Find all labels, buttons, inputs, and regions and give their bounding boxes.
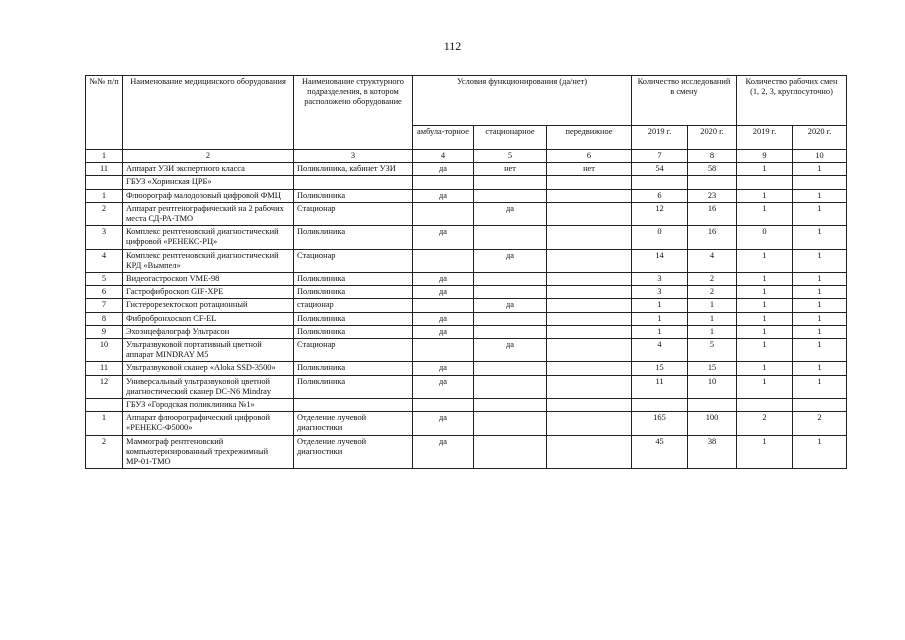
equipment-name: Комплекс рентгеновский диагностический цифровой «РЕНЕКС-РЦ»	[123, 226, 294, 249]
table-row	[86, 202, 847, 225]
equipment-name: Гистерорезектоскоп ротационный	[123, 299, 294, 312]
header-num: №№ п/п	[86, 76, 123, 150]
equipment-name: Видеогастроскоп VME-98	[123, 273, 294, 286]
studies-2020: 1	[688, 312, 737, 325]
studies-2019: 1	[632, 312, 688, 325]
unit-name: Поликлиника, кабинет УЗИ	[294, 163, 413, 176]
row-number: 11	[86, 163, 123, 176]
unit-name: Стационар	[294, 339, 413, 362]
equipment-name: Гастрофиброскоп GIF-XPE	[123, 286, 294, 299]
table-row	[86, 375, 847, 398]
equipment-name: Маммограф рентгеновский компьютеризированный трехрежимный МР-01-ТМО	[123, 435, 294, 469]
column-number: 3	[294, 150, 413, 163]
studies-2019: 1	[632, 325, 688, 338]
table-row	[86, 226, 847, 249]
equipment-name: Флюорограф малодозовый цифровой ФМЦ	[123, 189, 294, 202]
shifts-2019: 0	[737, 226, 793, 249]
studies-2020: 100	[688, 412, 737, 435]
cond-ambulatory: да	[413, 375, 474, 398]
shifts-2020: 1	[793, 163, 847, 176]
cond-ambulatory	[413, 299, 474, 312]
section-title: ГБУЗ «Хоринская ЦРБ»	[123, 176, 294, 189]
unit-name: Поликлиника	[294, 226, 413, 249]
column-number: 10	[793, 150, 847, 163]
studies-2020: 5	[688, 339, 737, 362]
header-cond-amb: амбула-торное	[413, 126, 474, 150]
studies-2020: 1	[688, 299, 737, 312]
table-row	[86, 312, 847, 325]
cond-stationary	[474, 375, 547, 398]
unit-name: Отделение лучевой диагностики	[294, 412, 413, 435]
header-cond-mob: передвижное	[547, 126, 632, 150]
studies-2020: 1	[688, 325, 737, 338]
cond-mobile	[547, 249, 632, 272]
cond-mobile	[547, 226, 632, 249]
studies-2020: 2	[688, 273, 737, 286]
studies-2019: 3	[632, 286, 688, 299]
header-shifts-2019: 2019 г.	[737, 126, 793, 150]
shifts-2019: 1	[737, 435, 793, 469]
empty-cell	[474, 176, 547, 189]
shifts-2019: 1	[737, 362, 793, 375]
cond-ambulatory	[413, 249, 474, 272]
shifts-2020: 1	[793, 435, 847, 469]
table-row	[86, 273, 847, 286]
table-row	[86, 163, 847, 176]
cond-stationary	[474, 226, 547, 249]
shifts-2020: 1	[793, 189, 847, 202]
empty-cell	[86, 176, 123, 189]
column-number: 2	[123, 150, 294, 163]
row-number: 9	[86, 325, 123, 338]
cond-stationary: нет	[474, 163, 547, 176]
equipment-name: Фибробронхоскоп CF-EL	[123, 312, 294, 325]
cond-mobile	[547, 325, 632, 338]
header-studies-2019: 2019 г.	[632, 126, 688, 150]
shifts-2019: 1	[737, 312, 793, 325]
row-number: 10	[86, 339, 123, 362]
row-number: 4	[86, 249, 123, 272]
shifts-2019: 1	[737, 189, 793, 202]
equipment-name: Ультразвуковой сканер «Aloka SSD-3500»	[123, 362, 294, 375]
cond-mobile	[547, 362, 632, 375]
cond-ambulatory: да	[413, 273, 474, 286]
empty-cell	[737, 399, 793, 412]
studies-2019: 54	[632, 163, 688, 176]
cond-ambulatory: да	[413, 226, 474, 249]
empty-cell	[86, 399, 123, 412]
equipment-name: Эхоэнцефалограф Ультрасон	[123, 325, 294, 338]
shifts-2019: 1	[737, 202, 793, 225]
equipment-name: Универсальный ультразвуковой цветной диагностический сканер DC-N6 Mindray	[123, 375, 294, 398]
cond-mobile	[547, 435, 632, 469]
cond-stationary	[474, 189, 547, 202]
row-number: 2	[86, 202, 123, 225]
cond-stationary	[474, 325, 547, 338]
shifts-2020: 1	[793, 202, 847, 225]
cond-mobile	[547, 312, 632, 325]
empty-cell	[413, 399, 474, 412]
shifts-2019: 2	[737, 412, 793, 435]
unit-name: Поликлиника	[294, 273, 413, 286]
cond-ambulatory: да	[413, 189, 474, 202]
unit-name: Стационар	[294, 202, 413, 225]
studies-2020: 58	[688, 163, 737, 176]
studies-2020: 23	[688, 189, 737, 202]
table-row	[86, 286, 847, 299]
section-title: ГБУЗ «Городская поликлиника №1»	[123, 399, 294, 412]
studies-2019: 165	[632, 412, 688, 435]
studies-2019: 4	[632, 339, 688, 362]
studies-2019: 11	[632, 375, 688, 398]
table-row	[86, 299, 847, 312]
shifts-2019: 1	[737, 325, 793, 338]
studies-2020: 38	[688, 435, 737, 469]
unit-name: Поликлиника	[294, 312, 413, 325]
header-cond-stat: стационарное	[474, 126, 547, 150]
table-row	[86, 189, 847, 202]
studies-2019: 3	[632, 273, 688, 286]
cond-ambulatory: да	[413, 412, 474, 435]
studies-2020: 16	[688, 226, 737, 249]
unit-name: Поликлиника	[294, 325, 413, 338]
equipment-table	[85, 75, 847, 469]
shifts-2019: 1	[737, 375, 793, 398]
page-number: 112	[443, 39, 462, 53]
shifts-2020: 1	[793, 299, 847, 312]
shifts-2019: 1	[737, 163, 793, 176]
unit-name: стационар	[294, 299, 413, 312]
row-number: 1	[86, 412, 123, 435]
studies-2020: 2	[688, 286, 737, 299]
unit-name: Поликлиника	[294, 375, 413, 398]
empty-cell	[737, 176, 793, 189]
empty-cell	[294, 176, 413, 189]
row-number: 6	[86, 286, 123, 299]
shifts-2019: 1	[737, 286, 793, 299]
row-number: 1	[86, 189, 123, 202]
unit-name: Отделение лучевой диагностики	[294, 435, 413, 469]
studies-2020: 4	[688, 249, 737, 272]
section-row	[86, 399, 847, 412]
equipment-name: Ультразвуковой портативный цветной аппарат MINDRAY M5	[123, 339, 294, 362]
empty-cell	[793, 176, 847, 189]
cond-stationary: да	[474, 339, 547, 362]
cond-stationary: да	[474, 249, 547, 272]
row-number: 2	[86, 435, 123, 469]
cond-mobile	[547, 286, 632, 299]
cond-mobile	[547, 299, 632, 312]
table-row	[86, 412, 847, 435]
column-number: 7	[632, 150, 688, 163]
header-conditions: Условия функционирования (да/нет)	[413, 76, 632, 126]
header-studies-2020: 2020 г.	[688, 126, 737, 150]
equipment-name: Аппарат УЗИ экспертного класса	[123, 163, 294, 176]
cond-ambulatory: да	[413, 286, 474, 299]
cond-ambulatory: да	[413, 435, 474, 469]
empty-cell	[632, 399, 688, 412]
empty-cell	[413, 176, 474, 189]
studies-2019: 14	[632, 249, 688, 272]
row-number: 5	[86, 273, 123, 286]
header-unit: Наименование структурного подразделения, в котором расположено оборудование	[294, 76, 413, 150]
cond-ambulatory: да	[413, 325, 474, 338]
table-row	[86, 249, 847, 272]
cond-mobile	[547, 273, 632, 286]
studies-2019: 12	[632, 202, 688, 225]
shifts-2019: 1	[737, 299, 793, 312]
column-number: 8	[688, 150, 737, 163]
studies-2020: 15	[688, 362, 737, 375]
cond-ambulatory: да	[413, 163, 474, 176]
empty-cell	[294, 399, 413, 412]
empty-cell	[688, 399, 737, 412]
studies-2019: 45	[632, 435, 688, 469]
shifts-2019: 1	[737, 273, 793, 286]
empty-cell	[688, 176, 737, 189]
cond-stationary	[474, 273, 547, 286]
header-row	[86, 76, 847, 126]
row-number: 7	[86, 299, 123, 312]
cond-stationary	[474, 362, 547, 375]
shifts-2020: 1	[793, 362, 847, 375]
unit-name: Поликлиника	[294, 286, 413, 299]
row-number: 8	[86, 312, 123, 325]
cond-stationary: да	[474, 202, 547, 225]
table-body	[86, 150, 847, 469]
header-shifts: Количество рабочих смен (1, 2, 3, круглосуточно)	[737, 76, 847, 126]
cond-ambulatory: да	[413, 312, 474, 325]
unit-name: Поликлиника	[294, 189, 413, 202]
cond-stationary	[474, 286, 547, 299]
unit-name: Поликлиника	[294, 362, 413, 375]
cond-stationary	[474, 435, 547, 469]
studies-2019: 6	[632, 189, 688, 202]
shifts-2020: 1	[793, 325, 847, 338]
cond-mobile	[547, 202, 632, 225]
empty-cell	[632, 176, 688, 189]
cond-mobile	[547, 189, 632, 202]
studies-2020: 16	[688, 202, 737, 225]
empty-cell	[474, 399, 547, 412]
cond-ambulatory	[413, 202, 474, 225]
cond-mobile: нет	[547, 163, 632, 176]
empty-cell	[547, 399, 632, 412]
shifts-2020: 1	[793, 273, 847, 286]
shifts-2020: 2	[793, 412, 847, 435]
table-row	[86, 362, 847, 375]
header-shifts-2020: 2020 г.	[793, 126, 847, 150]
equipment-name: Аппарат флюорографический цифровой «РЕНЕКС-Ф5000»	[123, 412, 294, 435]
section-row	[86, 176, 847, 189]
shifts-2020: 1	[793, 375, 847, 398]
header-studies: Количество исследований в смену	[632, 76, 737, 126]
cond-stationary	[474, 412, 547, 435]
studies-2019: 0	[632, 226, 688, 249]
studies-2020: 10	[688, 375, 737, 398]
shifts-2020: 1	[793, 312, 847, 325]
studies-2019: 1	[632, 299, 688, 312]
cond-mobile	[547, 375, 632, 398]
column-number: 9	[737, 150, 793, 163]
cond-mobile	[547, 339, 632, 362]
equipment-name: Аппарат рентгенографический на 2 рабочих места СД-РА-ТМО	[123, 202, 294, 225]
cond-ambulatory	[413, 339, 474, 362]
equipment-name: Комплекс рентгеновский диагностический КРД «Вымпел»	[123, 249, 294, 272]
header-equipment: Наименование медицинского оборудования	[123, 76, 294, 150]
column-number: 1	[86, 150, 123, 163]
shifts-2019: 1	[737, 249, 793, 272]
cond-ambulatory: да	[413, 362, 474, 375]
table-row	[86, 435, 847, 469]
cond-stationary	[474, 312, 547, 325]
studies-2019: 15	[632, 362, 688, 375]
shifts-2020: 1	[793, 286, 847, 299]
column-number-row	[86, 150, 847, 163]
shifts-2020: 1	[793, 339, 847, 362]
row-number: 3	[86, 226, 123, 249]
shifts-2019: 1	[737, 339, 793, 362]
unit-name: Стационар	[294, 249, 413, 272]
cond-stationary: да	[474, 299, 547, 312]
cond-mobile	[547, 412, 632, 435]
row-number: 12	[86, 375, 123, 398]
empty-cell	[547, 176, 632, 189]
table-row	[86, 339, 847, 362]
column-number: 4	[413, 150, 474, 163]
empty-cell	[793, 399, 847, 412]
shifts-2020: 1	[793, 226, 847, 249]
column-number: 5	[474, 150, 547, 163]
table-row	[86, 325, 847, 338]
column-number: 6	[547, 150, 632, 163]
row-number: 11	[86, 362, 123, 375]
shifts-2020: 1	[793, 249, 847, 272]
